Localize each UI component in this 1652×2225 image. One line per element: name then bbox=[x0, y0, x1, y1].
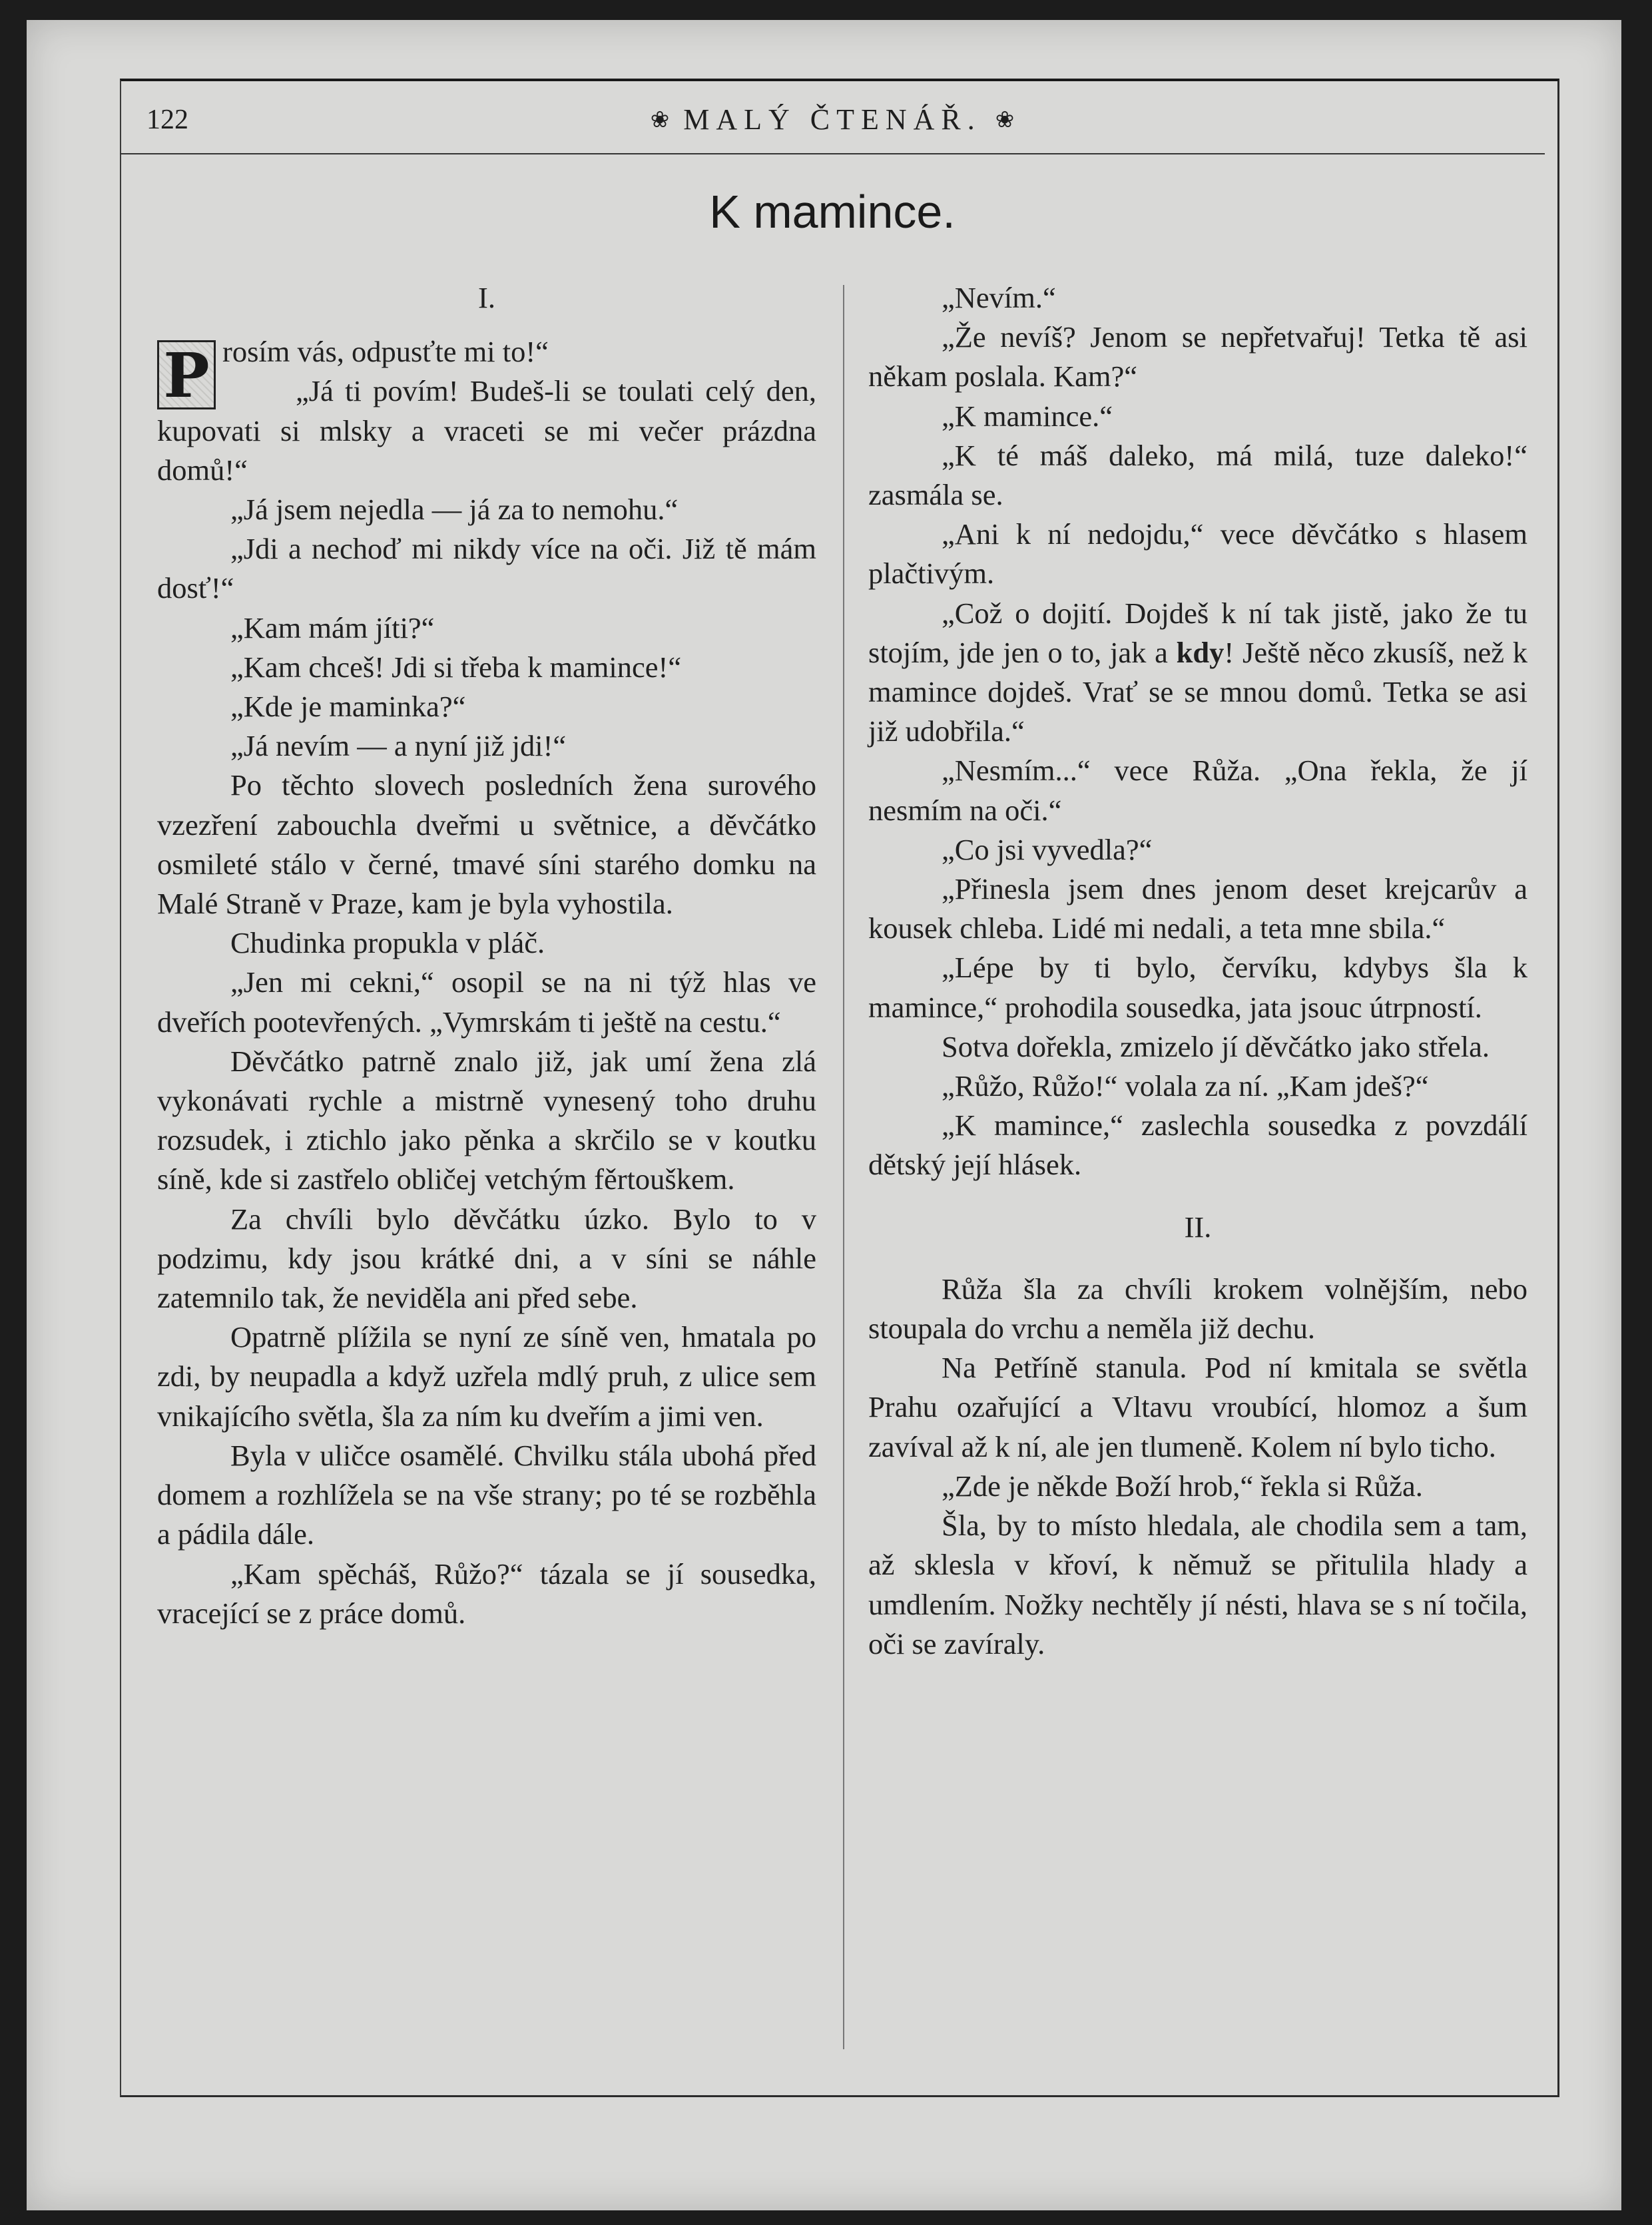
paragraph: „Lépe by ti bylo, červíku, kdybys šla k mamince,“ prohodila sousedka, jata jsouc útrpností. bbox=[868, 951, 1527, 1024]
paragraph-text: „Což o dojití. Dojdeš k ní tak jistě, jako že tu stojím, jde jen o to, jak a bbox=[868, 596, 1527, 669]
paragraph: „Jen mi cekni,“ osopil se na ni týž hlas ve dveřích pootevřených. „Vymrskám ti ještě na cestu.“ bbox=[157, 965, 816, 1039]
column-divider bbox=[843, 285, 844, 2049]
paragraph: „K té máš daleko, má milá, tuze daleko!“ zasmála se. bbox=[868, 438, 1527, 512]
paragraph: „Kam mám jíti?“ bbox=[230, 611, 435, 644]
right-column bbox=[868, 278, 1527, 1664]
paragraph: „Kde je maminka?“ bbox=[230, 690, 466, 724]
article-title: K mamince. bbox=[709, 186, 956, 238]
paragraph: „Růžo, Růžo!“ volala za ní. „Kam jdeš?“ bbox=[942, 1069, 1429, 1103]
section-number: I. bbox=[478, 281, 495, 314]
paragraph: Byla v uličce osamělé. Chvilku stála ubohá před domem a rozhlížela se na vše strany; po té se rozběhla a pádila dále. bbox=[157, 1438, 816, 1551]
paragraph: „Já jsem nejedla — já za to nemohu.“ bbox=[230, 493, 679, 527]
paragraph bbox=[868, 594, 1527, 752]
paragraph: „K mamince.“ bbox=[942, 399, 1113, 433]
paragraph: Za chvíli bylo děvčátku úzko. Bylo to v podzimu, kdy jsou krátké dni, a v síni se náhle zatemnilo tak, že neviděla ani před sebe. bbox=[157, 1202, 816, 1315]
section-number: II. bbox=[1184, 1210, 1212, 1244]
paragraph: „K mamince,“ zaslechla sousedka z povzdálí dětský její hlásek. bbox=[868, 1109, 1527, 1182]
running-head bbox=[120, 103, 1545, 136]
page-header bbox=[120, 93, 1545, 154]
paragraph: „Nevím.“ bbox=[942, 281, 1056, 314]
paragraph: „Já nevím — a nyní již jdi!“ bbox=[230, 729, 567, 763]
running-title: MALÝ ČTENÁŘ. bbox=[683, 103, 981, 136]
page-number: 122 bbox=[146, 105, 188, 135]
ornament-right-icon: ❀ bbox=[995, 108, 1015, 132]
paragraph: Opatrně plížila se nyní ze síně ven, hmatala po zdi, by neupadla a když uzřela mdlý pruh, z ulice sem vnikajícího světla, šla za ním ku dveřím a jimi ven. bbox=[157, 1320, 816, 1433]
paragraph: Děvčátko patrně znalo již, jak umí žena zlá vykonávati rychle a mistrně vynesený toho druhu rozsudek, i ztichlo jako pěnka a skrčilo se v koutku síně, kde si zastřelo obličej vetchým fěrtouškem. bbox=[157, 1044, 816, 1196]
paragraph: „Že nevíš? Jenom se nepřetvařuj! Tetka tě asi někam poslala. Kam?“ bbox=[868, 320, 1527, 393]
ornament-left-icon: ❀ bbox=[650, 108, 670, 132]
paragraph: „Já ti povím! Budeš-li se toulati celý den, kupovati si mlsky a vraceti se mi večer prázdna domů!“ bbox=[157, 374, 816, 487]
paragraph-text: ! Ještě něco zkusíš, než k mamince dojdeš. Vrať se se mnou domů. Tetka se asi již udobřila.“ bbox=[868, 635, 1528, 748]
paragraph: „Nesmím...“ vece Růža. „Ona řekla, že jí nesmím na oči.“ bbox=[868, 754, 1527, 827]
paragraph: „Kam spěcháš, Růžo?“ tázala se jí sousedka, vracející se z práce domů. bbox=[157, 1557, 816, 1630]
paragraph-text: rosím vás, odpusťte mi to!“ bbox=[222, 335, 549, 369]
paragraph: Sotva dořekla, zmizelo jí děvčátko jako střela. bbox=[942, 1029, 1490, 1063]
paragraph: „Kam chceš! Jdi si třeba k mamince!“ bbox=[230, 650, 682, 684]
left-column bbox=[157, 278, 816, 1633]
paragraph: Šla, by to místo hledala, ale chodila sem a tam, až sklesla v křoví, k němuž se přitulila hlady a umdlením. Nožky nechtěly jí nésti, hlava se s ní točila, oči se zavíraly. bbox=[868, 1509, 1527, 1660]
paragraph: „Zde je někde Boží hrob,“ řekla si Růža. bbox=[942, 1469, 1423, 1503]
paragraph: „Přinesla jsem dnes jenom deset krejcarův a kousek chleba. Lidé mi nedali, a teta mne sbila.“ bbox=[868, 872, 1527, 945]
drop-cap: P bbox=[157, 340, 216, 409]
paragraph: Po těchto slovech posledních žena surového vzezření zabouchla dveřmi u světnice, a děvčátko osmileté stálo v černé, tmavé síni starého domku na Malé Straně v Praze, kam je byla vyhostila. bbox=[157, 768, 816, 921]
paragraph: „Ani k ní nedojdu,“ vece děvčátko s hlasem plačtivým. bbox=[868, 517, 1527, 591]
emphasis-text: kdy bbox=[1176, 635, 1225, 669]
paragraph: Růža šla za chvíli krokem volnějším, nebo stoupala do vrchu a neměla již dechu. bbox=[868, 1272, 1527, 1346]
paragraph: „Jdi a nechoď mi nikdy více na oči. Již tě mám dosť!“ bbox=[157, 532, 816, 605]
paragraph: „Co jsi vyvedla?“ bbox=[942, 832, 1153, 866]
paragraph: Chudinka propukla v pláč. bbox=[230, 926, 545, 960]
paragraph bbox=[157, 332, 816, 412]
paragraph: Na Petříně stanula. Pod ní kmitala se světla Prahu ozařující a Vltavu vroubící, hlomoz a šum zavíval až k ní, ale jen tlumeně. Kolem ní bylo ticho. bbox=[868, 1351, 1527, 1463]
